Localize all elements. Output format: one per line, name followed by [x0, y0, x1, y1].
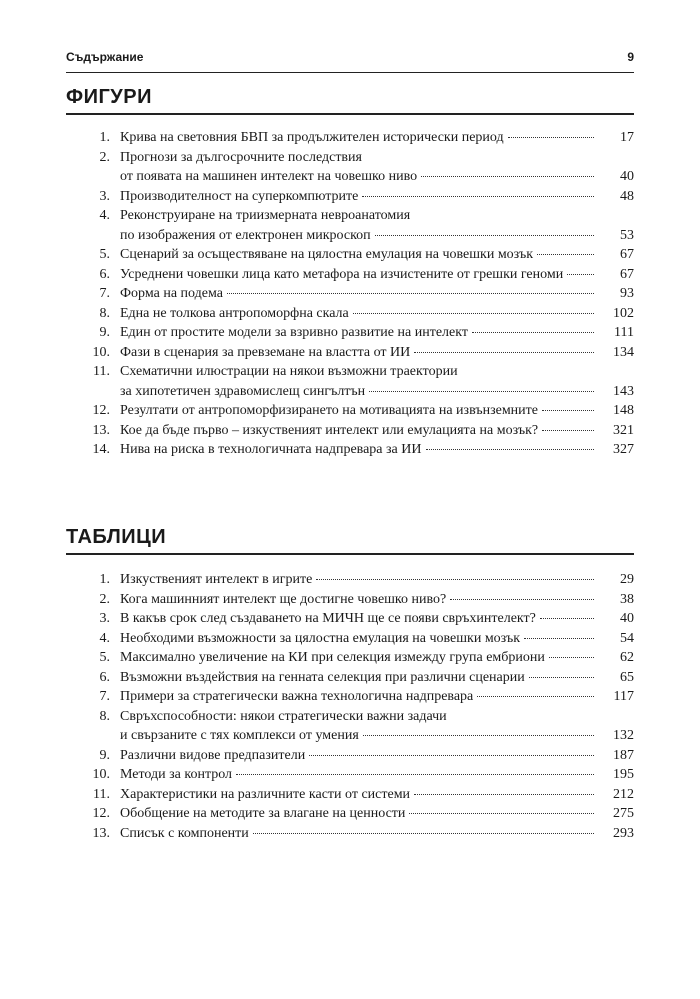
dot-leader [253, 833, 594, 834]
dot-leader [375, 235, 594, 236]
toc-entry[interactable] [66, 148, 634, 187]
entry-number: 4. [99, 630, 110, 646]
toc-entry[interactable] [66, 440, 634, 460]
entry-number: 7. [99, 286, 110, 301]
entry-page-number: 53 [620, 227, 634, 243]
entry-page-number: 54 [620, 630, 634, 646]
toc-entry[interactable] [66, 668, 634, 688]
toc-entry[interactable] [66, 401, 634, 421]
toc-entry[interactable] [66, 804, 634, 824]
entry-number: 3. [99, 188, 110, 204]
entry-page-number: 212 [613, 786, 634, 802]
entry-title-line: Един от простите модели за взривно развитие на интелект [120, 325, 468, 340]
dot-leader [450, 599, 594, 600]
dot-leader [549, 657, 594, 658]
toc-entry[interactable] [66, 323, 634, 343]
toc-entry[interactable] [66, 187, 634, 207]
dot-leader [369, 391, 594, 392]
tables-heading: ТАБЛИЦИ [66, 526, 634, 555]
entry-title-line: за хипотетичен здравомислещ сингълтън [120, 383, 366, 399]
toc-entry[interactable] [66, 648, 634, 668]
entry-number: 6. [99, 669, 110, 685]
figures-heading: ФИГУРИ [66, 86, 634, 115]
dot-leader [542, 430, 594, 431]
toc-entry[interactable] [66, 707, 634, 746]
entry-title-line: Различни видове предпазители [120, 747, 306, 763]
entry-number: 2. [99, 591, 110, 607]
entry-page-number: 111 [614, 325, 634, 340]
dot-leader [477, 696, 594, 697]
entry-page-number: 275 [613, 806, 634, 821]
entry-title-line: Прогнози за дългосрочните последствия [120, 149, 362, 165]
entry-page-number: 134 [613, 344, 634, 360]
toc-entry[interactable] [66, 687, 634, 707]
entry-title-line: Производителност на суперкомпютрите [120, 188, 359, 204]
toc-entry[interactable] [66, 590, 634, 610]
entry-page-number: 29 [620, 572, 634, 587]
entry-title-line: Реконструиране на триизмерната невроанатомия [120, 208, 411, 223]
entry-title-line: Крива на световния БВП за продължителен исторически период [120, 130, 504, 145]
entry-number: 1. [99, 130, 110, 145]
entry-page-number: 17 [620, 130, 634, 145]
toc-entry[interactable] [66, 746, 634, 766]
entry-page-number: 293 [613, 825, 634, 841]
entry-number: 9. [99, 747, 110, 763]
dot-leader [508, 137, 594, 138]
toc-entry[interactable] [66, 629, 634, 649]
dot-leader [537, 254, 594, 255]
entry-page-number: 62 [620, 650, 634, 665]
entry-page-number: 132 [613, 728, 634, 743]
entry-title-line: Форма на подема [120, 286, 223, 301]
entry-title-line: Необходими възможности за цялостна емулация на човешки мозък [120, 630, 521, 646]
entry-number: 12. [92, 403, 110, 418]
running-title: Съдържание [66, 50, 144, 64]
entry-page-number: 48 [620, 188, 634, 204]
entry-number: 1. [99, 572, 110, 587]
entry-title-line: по изображения от електронен микроскоп [120, 227, 371, 243]
entry-page-number: 40 [620, 169, 634, 184]
entry-page-number: 327 [613, 442, 634, 457]
toc-entry[interactable] [66, 343, 634, 363]
entry-title-line: Нива на риска в технологичната надпревара за ИИ [120, 442, 422, 457]
dot-leader [540, 618, 594, 619]
figures-list [66, 128, 634, 460]
dot-leader [363, 735, 594, 736]
entry-number: 9. [99, 325, 110, 340]
toc-entry[interactable] [66, 785, 634, 805]
entry-number: 12. [92, 806, 110, 821]
entry-page-number: 67 [620, 247, 634, 262]
dot-leader [309, 755, 594, 756]
entry-number: 8. [99, 305, 110, 321]
entry-page-number: 40 [620, 611, 634, 626]
dot-leader [227, 293, 594, 294]
entry-title-line: Резултати от антропоморфизирането на мотивацията на извънземните [120, 403, 538, 418]
page-number: 9 [627, 50, 634, 64]
entry-title-line: Характеристики на различните касти от системи [120, 786, 411, 802]
entry-title-line: Фази в сценария за превземане на властта от ИИ [120, 344, 411, 360]
running-header [66, 50, 634, 73]
entry-title-line: Усреднени човешки лица като метафора на изчистените от грешки геноми [120, 266, 564, 282]
entry-title-line: Сценарий за осъществяване на цялостна емулация на човешки мозък [120, 247, 534, 262]
dot-leader [542, 410, 594, 411]
dot-leader [414, 794, 594, 795]
entry-title-line: и свързаните с тях комплекси от умения [120, 728, 359, 743]
entry-title-line: Кое да бъде първо – изкуственият интелект или емулацията на мозък? [120, 422, 539, 438]
toc-entry[interactable] [66, 128, 634, 148]
entry-title-line: В какъв срок след създаването на МИЧН ще се появи свръхинтелект? [120, 611, 536, 626]
entry-page-number: 67 [620, 266, 634, 282]
dot-leader [567, 274, 594, 275]
entry-number: 5. [99, 247, 110, 262]
entry-page-number: 195 [613, 767, 634, 782]
entry-number: 13. [92, 825, 110, 841]
entry-page-number: 187 [613, 747, 634, 763]
tables-list [66, 570, 634, 843]
dot-leader [414, 352, 594, 353]
dot-leader [316, 579, 594, 580]
entry-number: 11. [93, 364, 110, 379]
dot-leader [353, 313, 594, 314]
entry-title-line: Изкуственият интелект в игрите [120, 572, 313, 587]
entry-title-line: от появата на машинен интелект на човешко ниво [120, 169, 418, 184]
dot-leader [472, 332, 594, 333]
entry-title-line: Кога машинният интелект ще достигне човешко ниво? [120, 591, 447, 607]
entry-page-number: 148 [613, 403, 634, 418]
entry-number: 7. [99, 689, 110, 704]
entry-number: 4. [99, 208, 110, 223]
dot-leader [426, 449, 595, 450]
dot-leader [529, 677, 594, 678]
dot-leader [421, 176, 594, 177]
entry-page-number: 321 [613, 422, 634, 438]
toc-entry[interactable] [66, 609, 634, 629]
entry-title-line: Схематични илюстрации на някои възможни траектории [120, 364, 458, 379]
entry-number: 3. [99, 611, 110, 626]
entry-page-number: 38 [620, 591, 634, 607]
toc-entry[interactable] [66, 570, 634, 590]
entry-number: 10. [92, 344, 110, 360]
entry-title-line: Свръхспособности: някои стратегически важни задачи [120, 708, 447, 724]
entry-number: 5. [99, 650, 110, 665]
entry-number: 6. [99, 266, 110, 282]
toc-entry[interactable] [66, 824, 634, 844]
toc-entry[interactable] [66, 304, 634, 324]
entry-number: 2. [99, 149, 110, 165]
entry-page-number: 102 [613, 305, 634, 321]
toc-entry[interactable] [66, 362, 634, 401]
dot-leader [409, 813, 594, 814]
entry-title-line: Методи за контрол [120, 767, 233, 782]
entry-title-line: Една не толкова антропоморфна скала [120, 305, 349, 321]
toc-entry[interactable] [66, 421, 634, 441]
entry-title-line: Списък с компоненти [120, 825, 249, 841]
entry-number: 14. [92, 442, 110, 457]
entry-page-number: 65 [620, 669, 634, 685]
toc-entry[interactable] [66, 765, 634, 785]
entry-title-line: Максимално увеличение на КИ при селекция измежду група ембриони [120, 650, 545, 665]
entry-title-line: Примери за стратегически важна технологична надпревара [120, 689, 474, 704]
toc-entry[interactable] [66, 265, 634, 285]
dot-leader [362, 196, 594, 197]
toc-entry[interactable] [66, 245, 634, 265]
toc-entry[interactable] [66, 206, 634, 245]
entry-title-line: Възможни въздействия на генната селекция при различни сценарии [120, 669, 525, 685]
entry-page-number: 93 [620, 286, 634, 301]
entry-number: 8. [99, 708, 110, 724]
toc-entry[interactable] [66, 284, 634, 304]
entry-number: 13. [92, 422, 110, 438]
entry-title-line: Обобщение на методите за влагане на ценности [120, 806, 406, 821]
entry-page-number: 143 [613, 383, 634, 399]
dot-leader [524, 638, 594, 639]
entry-number: 11. [93, 786, 110, 802]
entry-page-number: 117 [613, 689, 634, 704]
dot-leader [236, 774, 594, 775]
entry-number: 10. [92, 767, 110, 782]
